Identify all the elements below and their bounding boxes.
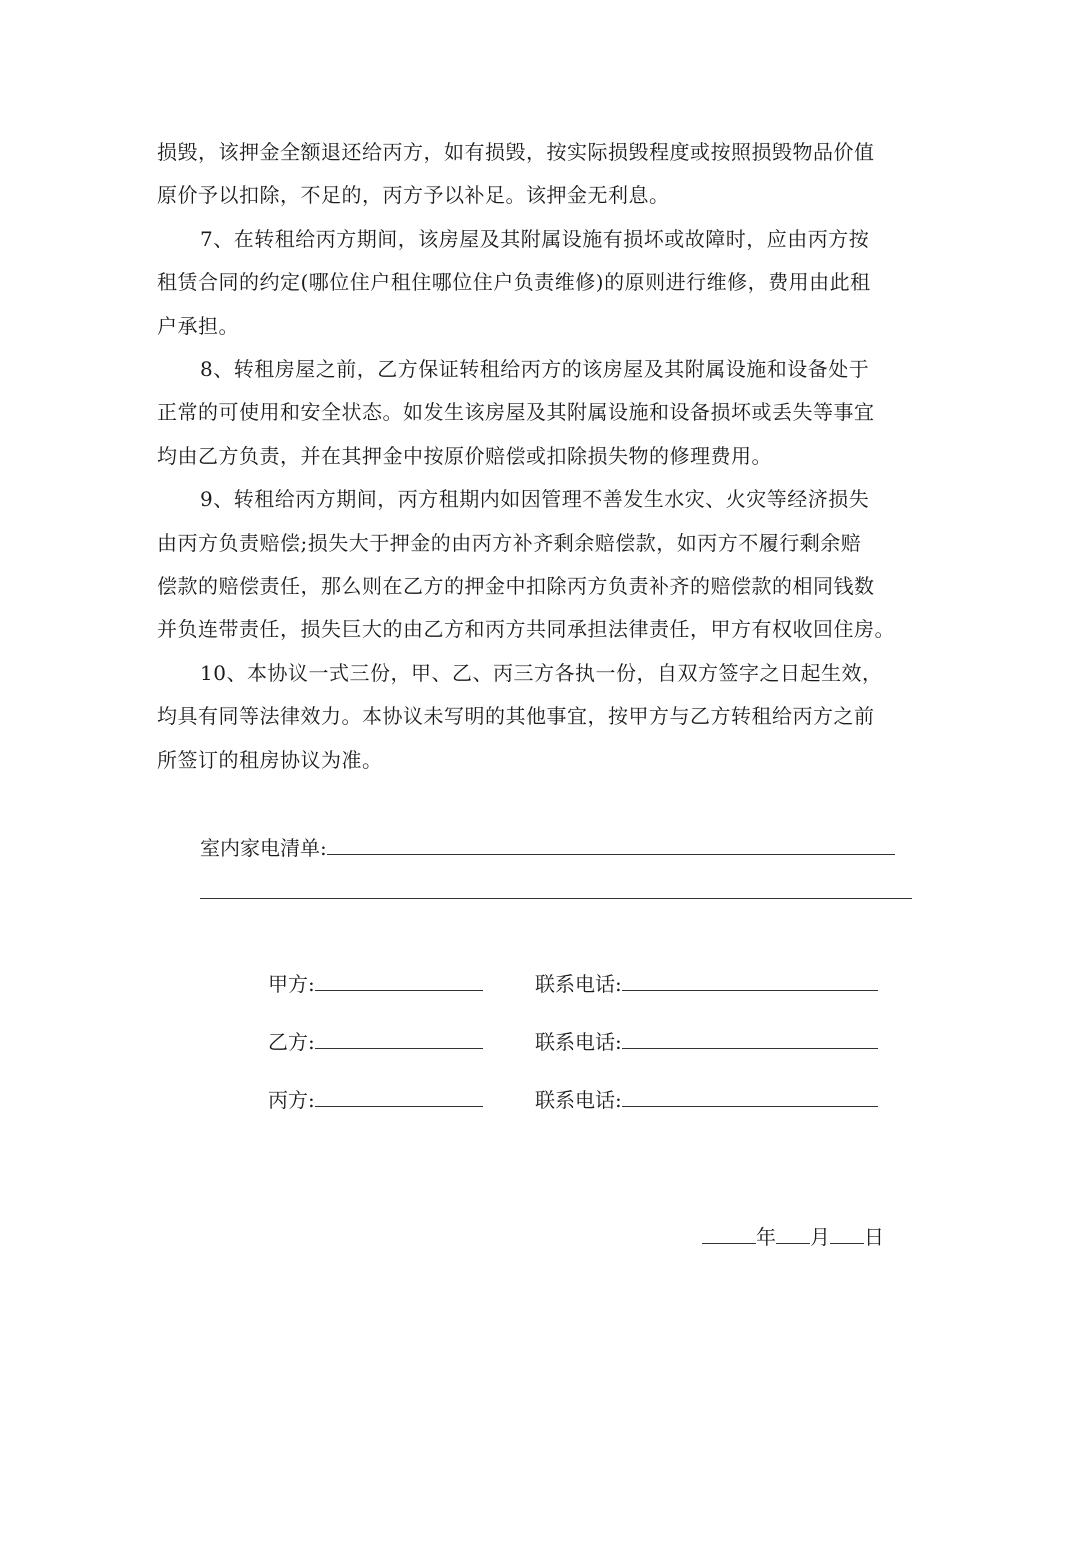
- appliance-list-label: 室内家电清单:: [200, 836, 327, 860]
- party-b-phone-label: 联系电话:: [535, 1030, 622, 1054]
- party-a-row: [268, 970, 483, 997]
- party-a-signature-blank[interactable]: [315, 970, 483, 991]
- clause-8-line: 8、转租房屋之前，乙方保证转租给丙方的该房屋及其附属设施和设备处于: [200, 357, 870, 381]
- year-label: 年: [756, 1225, 776, 1249]
- party-c-phone-blank[interactable]: [622, 1086, 878, 1107]
- party-b-signature-blank[interactable]: [315, 1028, 483, 1049]
- body-line: 户承担。: [157, 314, 239, 338]
- body-line: 原价予以扣除，不足的，丙方予以补足。该押金无利息。: [157, 183, 670, 207]
- clause-7-line: 7、在转租给丙方期间，该房屋及其附属设施有损坏或故障时，应由丙方按: [200, 227, 870, 251]
- party-c-phone-label: 联系电话:: [535, 1088, 622, 1112]
- party-a-phone-row: [535, 970, 878, 997]
- body-line: 所签订的租房协议为准。: [157, 748, 383, 772]
- party-a-label: 甲方:: [268, 972, 315, 996]
- month-blank[interactable]: [776, 1223, 810, 1244]
- date-row: [702, 1223, 884, 1250]
- month-label: 月: [810, 1225, 830, 1249]
- day-blank[interactable]: [830, 1223, 864, 1244]
- body-line: 均具有同等法律效力。本协议未写明的其他事宜，按甲方与乙方转租给丙方之前: [157, 704, 875, 728]
- party-c-phone-row: [535, 1086, 878, 1113]
- clause-10-line: 10、本协议一式三份，甲、乙、丙三方各执一份，自双方签字之日起生效，: [200, 661, 883, 685]
- party-c-row: [268, 1086, 483, 1113]
- body-line: 租赁合同的约定(哪位住户租住哪位住户负责维修)的原则进行维修，费用由此租: [157, 270, 871, 294]
- party-b-phone-blank[interactable]: [622, 1028, 878, 1049]
- year-blank[interactable]: [702, 1223, 756, 1244]
- body-line: 均由乙方负责，并在其押金中按原价赔偿或扣除损失物的修理费用。: [157, 444, 772, 468]
- party-c-label: 丙方:: [268, 1088, 315, 1112]
- body-line: 损毁，该押金全额退还给丙方，如有损毁，按实际损毁程度或按照损毁物品价值: [157, 140, 875, 164]
- appliance-list-blank-2[interactable]: [200, 878, 912, 899]
- clause-9-line: 9、转租给丙方期间，丙方租期内如因管理不善发生水灾、火灾等经济损失: [200, 487, 870, 511]
- body-line: 并负连带责任，损失巨大的由乙方和丙方共同承担法律责任，甲方有权收回住房。: [157, 617, 895, 641]
- appliance-list-row-2: [200, 878, 912, 905]
- day-label: 日: [864, 1225, 884, 1249]
- body-line: 偿款的赔偿责任，那么则在乙方的押金中扣除丙方负责补齐的赔偿款的相同钱数: [157, 574, 875, 598]
- party-a-phone-label: 联系电话:: [535, 972, 622, 996]
- appliance-list-row: [200, 834, 895, 861]
- appliance-list-blank[interactable]: [327, 834, 895, 855]
- party-a-phone-blank[interactable]: [622, 970, 878, 991]
- party-b-phone-row: [535, 1028, 878, 1055]
- body-line: 正常的可使用和安全状态。如发生该房屋及其附属设施和设备损坏或丢失等事宜: [157, 400, 875, 424]
- body-line: 由丙方负责赔偿;损失大于押金的由丙方补齐剩余赔偿款，如丙方不履行剩余赔: [157, 531, 862, 555]
- party-b-label: 乙方:: [268, 1030, 315, 1054]
- party-b-row: [268, 1028, 483, 1055]
- party-c-signature-blank[interactable]: [315, 1086, 483, 1107]
